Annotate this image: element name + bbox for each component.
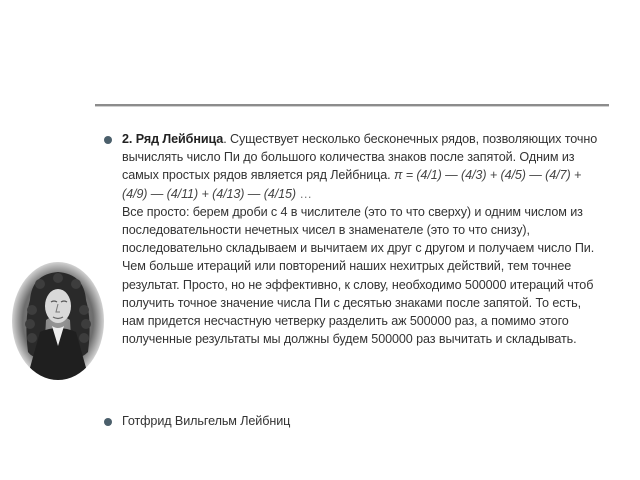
formula-ellipsis: … [296,186,312,201]
intro-text: . Существует несколько бесконечных рядов, позволяющих точно вычислять число Пи до большого количества знаков после запятой. Одним из самых простых рядов является ряд Лейбница. [122,132,598,183]
leibniz-portrait-icon [10,260,106,382]
explanation-text: Все просто: берем дроби с 4 в числителе (это то что сверху) и одним числом из последовательности нечетных чисел в знаменателе (это то что снизу), последовательно складываем и вычитаем их друг с другом и получаем число Пи. Чем больше итераций или повторений наших нехитрых действий, тем точнее результат. Просто, но не эффективно, к слову, необходимо 500000 итераций чтоб получить точное значение числа Пи с десятью знаками после запятой. То есть, нам придется несчастную четверку разделить аж 500000 раз, а помимо этого полученные результаты мы должны будем 500000 раз вычитать и складывать. [122,204,595,347]
bullet-marker [104,136,112,144]
portrait-caption: Готфрид Вильгельм Лейбниц [122,414,291,428]
horizontal-divider [95,104,609,107]
series-formula: π = (4/1) — (4/3) + (4/5) — (4/7) + (4/9) — (4/11) + (4/13) — (4/15) [122,168,582,201]
leibniz-series-paragraph [122,130,606,348]
bullet-marker [104,418,112,426]
section-heading: 2. Ряд Лейбница [122,132,224,146]
